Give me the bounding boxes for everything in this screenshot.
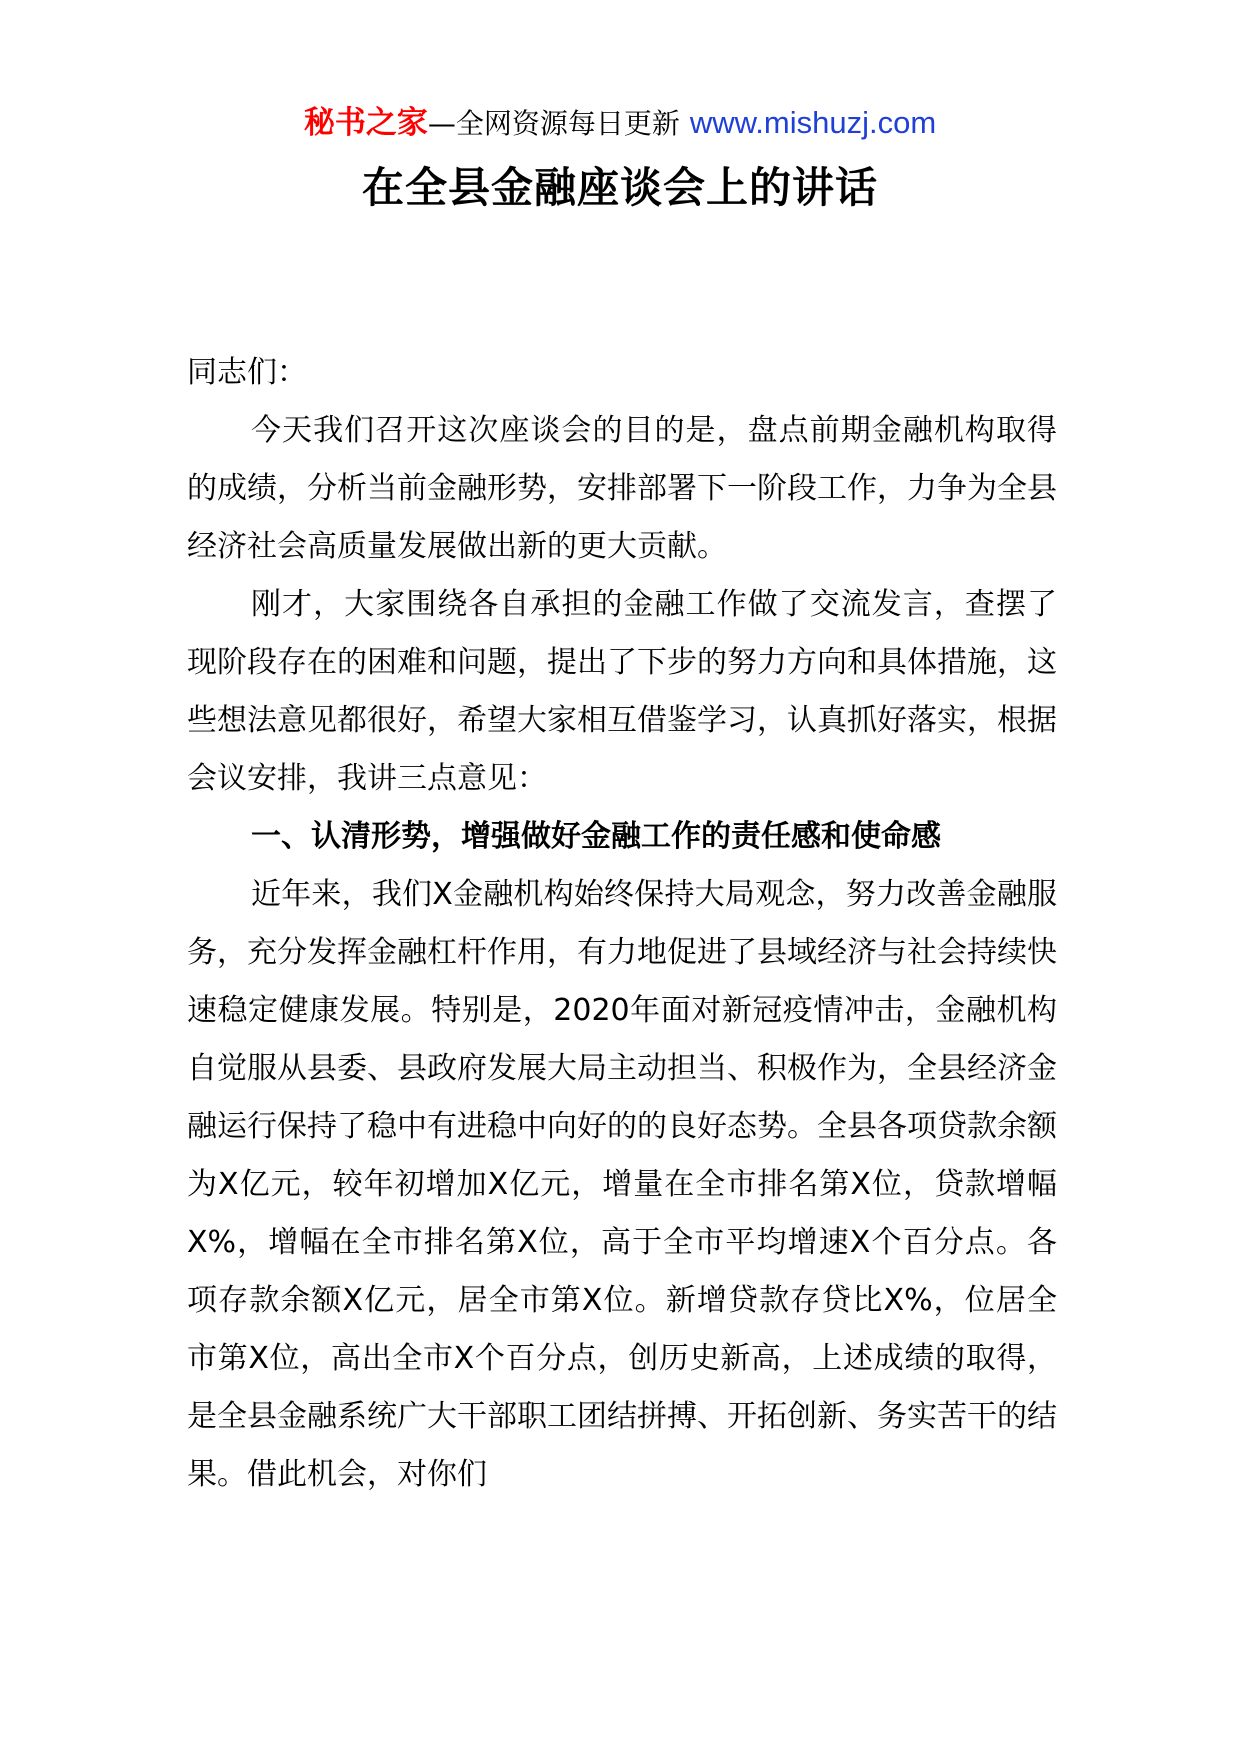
site-brand: 秘书之家 <box>303 105 428 141</box>
document-title: 在全县金融座谈会上的讲话 <box>361 163 878 212</box>
site-slogan: —全网资源每日更新 <box>427 107 680 140</box>
site-header <box>0 100 1240 147</box>
section-paragraph: 近年来，我们X金融机构始终保持大局观念，努力改善金融服务，充分发挥金融杠杆作用，有力地促进了县域经济与社会持续快速稳定健康发展。特别是，2020年面对新冠疫情冲击，金融机构自觉服从县委、县政府发展大局主动担当、积极作为，全县经济金融运行保持了稳中有进稳中向好的的良好态势。全县各项贷款余额为X亿元，较年初增加X亿元，增量在全市排名第X位，贷款增幅X%，增幅在全市排名第X位，高于全市平均增速X个百分点。各项存款余额X亿元，居全市第X位。新增贷款存贷比X%，位居全市第X位，高出全市X个百分点，创历史新高，上述成绩的取得，是全县金融系统广大干部职工团结拼搏、开拓创新、务实苦干的结果。借此机会，对你们 <box>187 877 1057 1492</box>
document-body <box>187 344 1057 1504</box>
body-paragraph: 今天我们召开这次座谈会的目的是，盘点前期金融机构取得的成绩，分析当前金融形势，安排部署下一阶段工作，力争为全县经济社会高质量发展做出新的更大贡献。 <box>187 413 1057 564</box>
section-heading: 一、认清形势，增强做好金融工作的责任感和使命感 <box>251 819 941 854</box>
salutation: 同志们： <box>187 355 307 390</box>
site-url-link[interactable]: www.mishuzj.com <box>689 105 937 140</box>
body-paragraph: 刚才，大家围绕各自承担的金融工作做了交流发言，查摆了现阶段存在的困难和问题，提出了下步的努力方向和具体措施，这些想法意见都很好，希望大家相互借鉴学习，认真抓好落实，根据会议安排，我讲三点意见： <box>187 587 1057 796</box>
